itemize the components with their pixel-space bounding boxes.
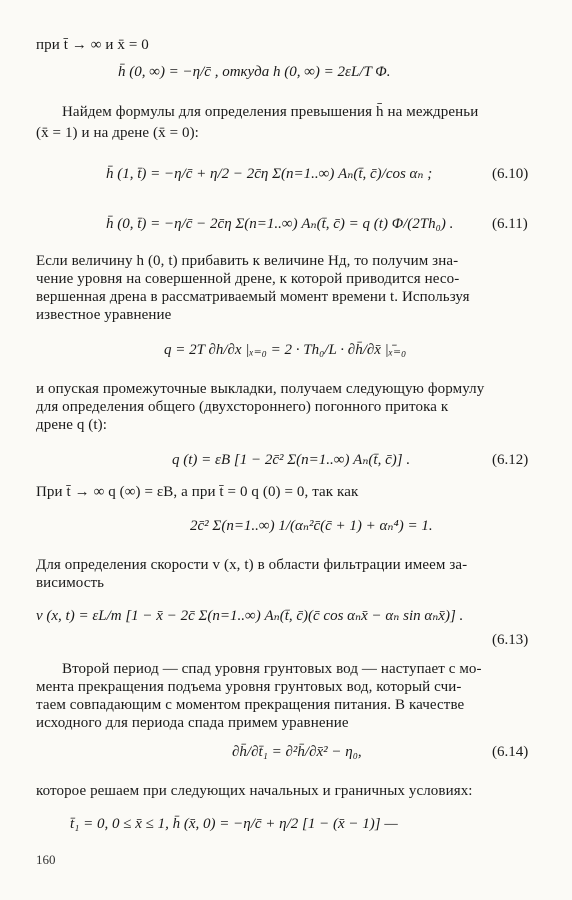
formula-6-13: v (x, t) = εL/m [1 − x̄ − 2c̄ Σ(n=1..∞) Aₙ(t̄, c̄)(c̄ cos αₙx̄ − αₙ sin αₙx̄)] . (36, 608, 464, 624)
text-line: мента прекращения подъема уровня грунтовых вод, который счи- (36, 679, 462, 695)
equation-number: (6.11) (492, 216, 528, 232)
text-line: висимость (36, 575, 105, 591)
formula-6-10: h̄ (1, t̄) = −η/c̄ + η/2 − 2c̄η Σ(n=1..∞) Aₙ(t̄, c̄)/cos αₙ ; (106, 166, 433, 182)
text-line: Найдем формулы для определения превышения h̄ на междреньи (62, 104, 479, 120)
text-line: при t̄ → ∞ и x̄ = 0 (36, 37, 149, 53)
page-number: 160 (36, 852, 56, 867)
equation-number: (6.13) (492, 632, 529, 648)
text-line: дрене q (t): (36, 417, 107, 433)
text-line: таем совпадающим с моментом прекращения питания. В качестве (36, 697, 465, 713)
formula-q: q = 2T ∂h/∂x |ₓ₌₀ = 2 · Th₀/L · ∂h̄/∂x̄ |ₓ̄₌₀ (164, 342, 407, 358)
text-line: Если величину h (0, t) прибавить к величине Hд, то получим зна- (36, 253, 459, 269)
text-line: известное уравнение (36, 307, 172, 323)
formula-limit: h̄ (0, ∞) = −η/c̄ , откуда h (0, ∞) = 2εL/T Φ. (118, 64, 391, 80)
text-line: для определения общего (двухстороннего) погонного притока к (36, 399, 449, 415)
text-line: чение уровня на совершенной дрене, к которой приводится несо- (36, 271, 460, 287)
formula-sum: 2c̄² Σ(n=1..∞) 1/(αₙ²c̄(c̄ + 1) + αₙ⁴) = 1. (190, 518, 433, 534)
text-line: которое решаем при следующих начальных и граничных условиях: (36, 783, 473, 799)
text-line: При t̄ → ∞ q (∞) = εB, а при t̄ = 0 q (0) = 0, так как (36, 484, 359, 500)
text-line: вершенная дрена в рассматриваемый момент времени t. Используя (36, 289, 470, 305)
text-line: исходного для периода спада примем уравнение (36, 715, 349, 731)
text-line: Второй период — спад уровня грунтовых вод — наступает с мо- (62, 661, 482, 677)
equation-number: (6.10) (492, 166, 529, 182)
formula-6-14: ∂h̄/∂t̄₁ = ∂²h̄/∂x̄² − η₀, (232, 744, 362, 760)
formula-initial-conditions: t̄₁ = 0, 0 ≤ x̄ ≤ 1, h̄ (x̄, 0) = −η/c̄ + η/2 [1 − (x̄ − 1)] — (70, 816, 398, 832)
formula-6-12: q (t) = εB [1 − 2c̄² Σ(n=1..∞) Aₙ(t̄, c̄)] . (172, 452, 411, 468)
formula-6-11: h̄ (0, t̄) = −η/c̄ − 2c̄η Σ(n=1..∞) Aₙ(t̄, c̄) = q (t) Φ/(2Th₀) . (106, 216, 454, 232)
text-line: Для определения скорости v (x, t) в области фильтрации имеем за- (36, 557, 468, 573)
text-line: и опуская промежуточные выкладки, получаем следующую формулу (36, 381, 485, 397)
text-line: (x̄ = 1) и на дрене (x̄ = 0): (36, 125, 199, 141)
equation-number: (6.14) (492, 744, 529, 760)
equation-number: (6.12) (492, 452, 529, 468)
